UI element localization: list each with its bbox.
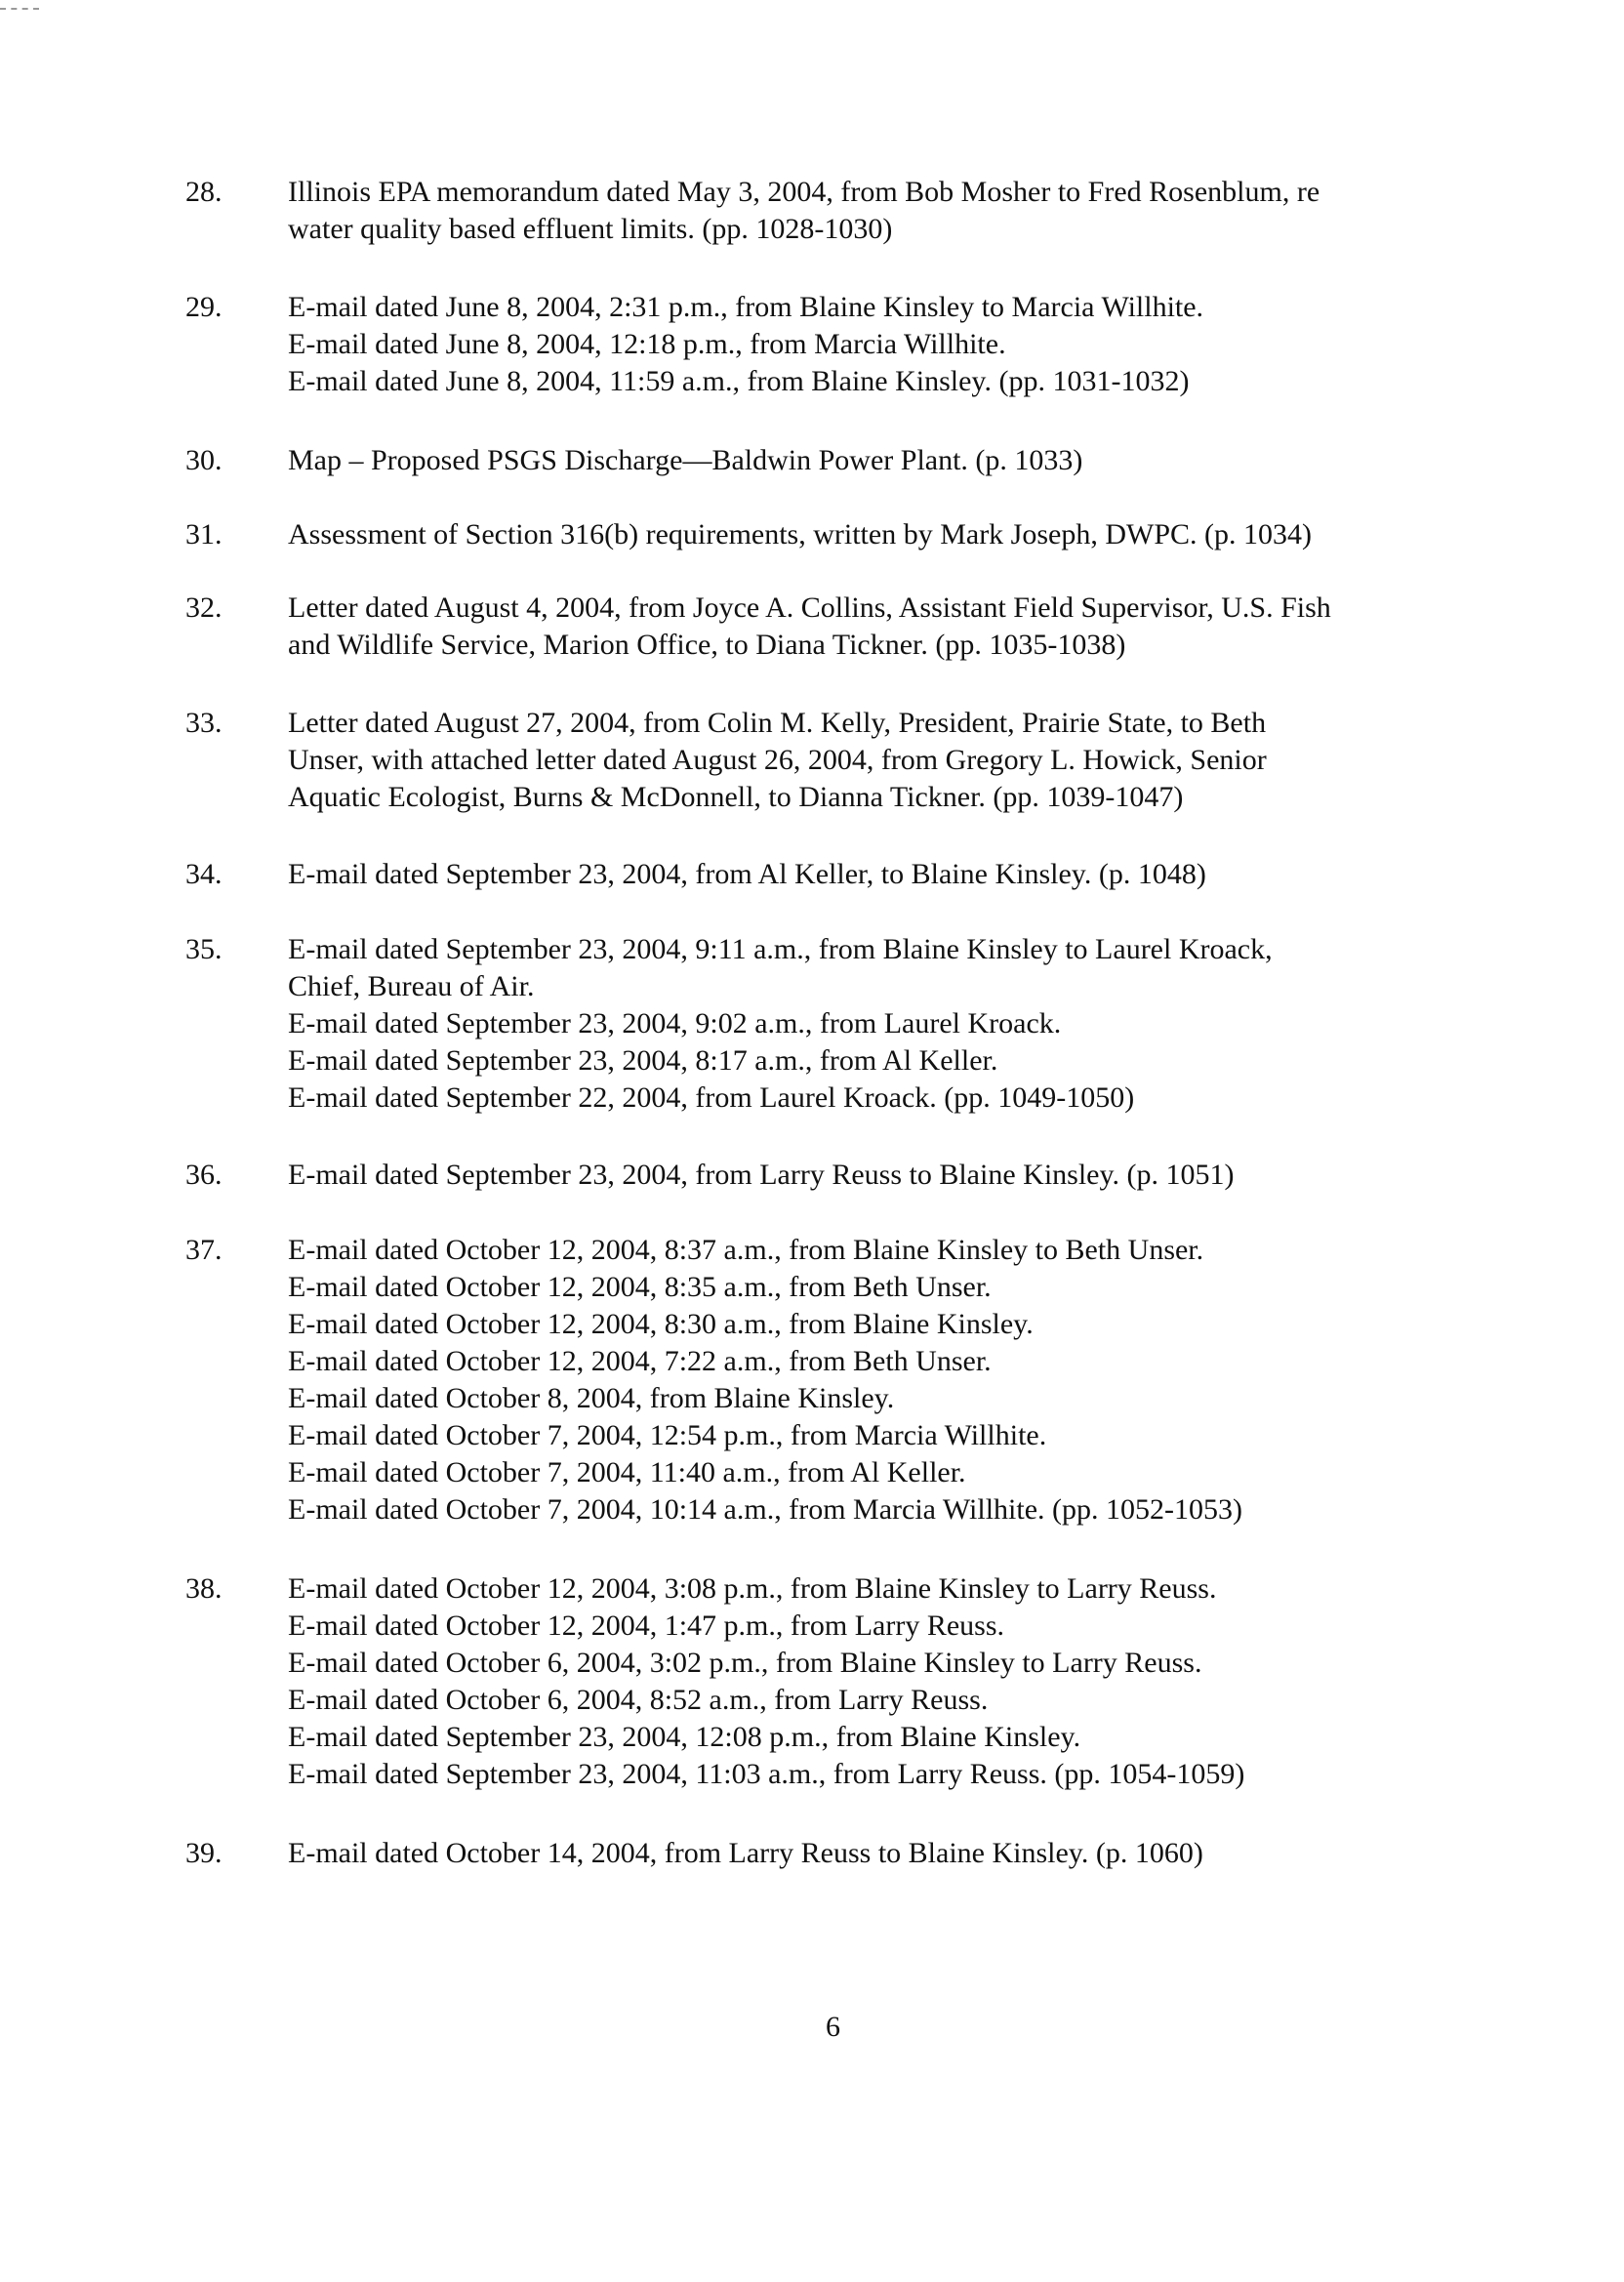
item-line: and Wildlife Service, Marion Office, to Diana Tickner. (pp. 1035-1038) — [288, 629, 1126, 661]
item-line: Assessment of Section 316(b) requirements, written by Mark Joseph, DWPC. (p. 1034) — [288, 518, 1313, 550]
item-number: 32. — [185, 591, 223, 624]
item-text — [288, 705, 1267, 816]
item-line: Chief, Bureau of Air. — [288, 970, 535, 1002]
item-number: 28. — [185, 176, 223, 208]
item-line: Letter dated August 27, 2004, from Colin M. Kelly, President, Prairie State, to Beth — [288, 707, 1267, 739]
item-text — [288, 289, 1203, 400]
item-line: water quality based effluent limits. (pp. 1028-1030) — [288, 213, 893, 245]
item-number: 39. — [185, 1837, 223, 1869]
item-line: E-mail dated June 8, 2004, 12:18 p.m., from Marcia Willhite. — [288, 328, 1006, 360]
item-number: 33. — [185, 707, 223, 739]
item-line: E-mail dated September 22, 2004, from Laurel Kroack. (pp. 1049-1050) — [288, 1081, 1135, 1114]
item-text — [288, 856, 1206, 893]
item-line: E-mail dated September 23, 2004, from Al Keller, to Blaine Kinsley. (p. 1048) — [288, 858, 1206, 890]
item-line: E-mail dated September 23, 2004, from Larry Reuss to Blaine Kinsley. (p. 1051) — [288, 1159, 1235, 1191]
item-number: 31. — [185, 518, 223, 550]
item-line: Letter dated August 4, 2004, from Joyce A. Collins, Assistant Field Supervisor, U.S. Fish — [288, 591, 1331, 624]
item-line: E-mail dated October 12, 2004, 8:30 a.m., from Blaine Kinsley. — [288, 1308, 1034, 1340]
item-line: E-mail dated October 12, 2004, 3:08 p.m., from Blaine Kinsley to Larry Reuss. — [288, 1572, 1217, 1605]
item-line: E-mail dated October 12, 2004, 8:35 a.m., from Beth Unser. — [288, 1271, 992, 1303]
item-line: E-mail dated September 23, 2004, 11:03 a.m., from Larry Reuss. (pp. 1054-1059) — [288, 1758, 1245, 1790]
item-line: E-mail dated October 6, 2004, 3:02 p.m., from Blaine Kinsley to Larry Reuss. — [288, 1647, 1202, 1679]
item-line: E-mail dated October 7, 2004, 11:40 a.m., from Al Keller. — [288, 1456, 966, 1488]
item-number: 36. — [185, 1159, 223, 1191]
item-line: E-mail dated October 12, 2004, 8:37 a.m., from Blaine Kinsley to Beth Unser. — [288, 1234, 1204, 1266]
page-number: 6 — [826, 2011, 840, 2043]
item-text — [288, 174, 1320, 248]
item-line: E-mail dated October 12, 2004, 1:47 p.m., from Larry Reuss. — [288, 1610, 1005, 1642]
item-line: E-mail dated October 7, 2004, 10:14 a.m., from Marcia Willhite. (pp. 1052-1053) — [288, 1493, 1243, 1526]
item-text — [288, 1835, 1203, 1872]
item-line: E-mail dated October 14, 2004, from Larry Reuss to Blaine Kinsley. (p. 1060) — [288, 1837, 1203, 1869]
item-text — [288, 442, 1082, 479]
item-line: E-mail dated October 6, 2004, 8:52 a.m., from Larry Reuss. — [288, 1684, 989, 1716]
item-line: Unser, with attached letter dated August 26, 2004, from Gregory L. Howick, Senior — [288, 744, 1267, 776]
item-line: E-mail dated June 8, 2004, 11:59 a.m., from Blaine Kinsley. (pp. 1031-1032) — [288, 365, 1190, 397]
item-text — [288, 931, 1273, 1117]
item-text — [288, 516, 1312, 553]
item-line: E-mail dated October 12, 2004, 7:22 a.m., from Beth Unser. — [288, 1345, 992, 1377]
item-text — [288, 1157, 1235, 1194]
item-line: E-mail dated September 23, 2004, 9:02 a.m., from Laurel Kroack. — [288, 1007, 1062, 1039]
item-text — [288, 1570, 1244, 1793]
item-text — [288, 590, 1331, 664]
item-number: 29. — [185, 291, 223, 323]
item-number: 37. — [185, 1234, 223, 1266]
item-line: E-mail dated October 8, 2004, from Blaine Kinsley. — [288, 1382, 895, 1414]
item-number: 34. — [185, 858, 223, 890]
item-text — [288, 1232, 1242, 1528]
item-line: E-mail dated September 23, 2004, 9:11 a.m., from Blaine Kinsley to Laurel Kroack, — [288, 933, 1273, 965]
item-line: E-mail dated September 23, 2004, 8:17 a.m., from Al Keller. — [288, 1044, 998, 1077]
item-line: Aquatic Ecologist, Burns & McDonnell, to Dianna Tickner. (pp. 1039-1047) — [288, 781, 1184, 813]
item-line: E-mail dated October 7, 2004, 12:54 p.m., from Marcia Willhite. — [288, 1419, 1047, 1451]
item-number: 30. — [185, 444, 223, 476]
item-line: Map – Proposed PSGS Discharge—Baldwin Power Plant. (p. 1033) — [288, 444, 1083, 476]
scan-corner-mark — [0, 8, 39, 10]
item-line: E-mail dated September 23, 2004, 12:08 p.m., from Blaine Kinsley. — [288, 1721, 1081, 1753]
item-number: 35. — [185, 933, 223, 965]
item-number: 38. — [185, 1572, 223, 1605]
item-line: E-mail dated June 8, 2004, 2:31 p.m., from Blaine Kinsley to Marcia Willhite. — [288, 291, 1204, 323]
item-line: Illinois EPA memorandum dated May 3, 2004, from Bob Mosher to Fred Rosenblum, re — [288, 176, 1320, 208]
